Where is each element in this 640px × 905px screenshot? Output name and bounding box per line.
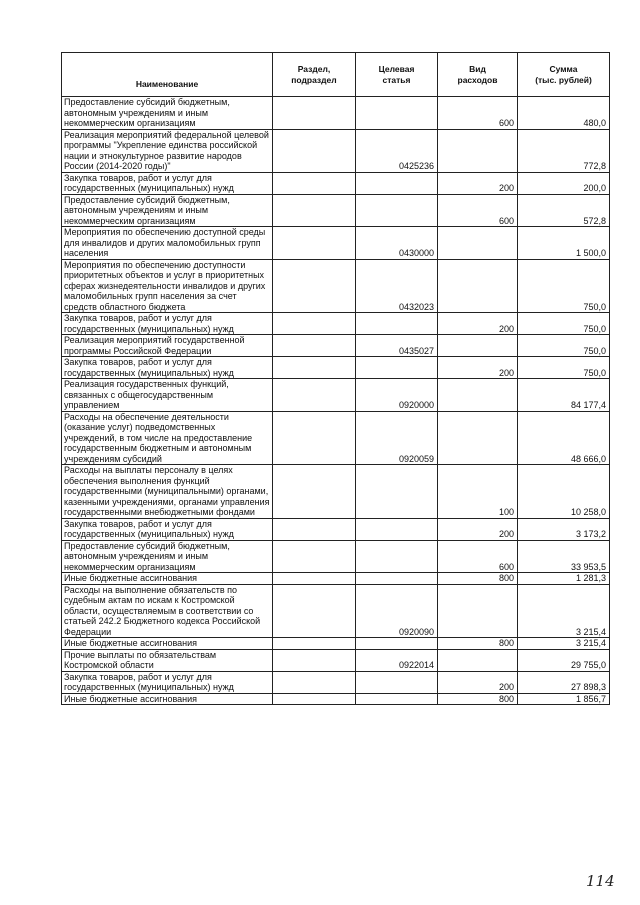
table-row [62,518,610,540]
column-header-sum-line2: (тыс. рублей) [535,74,592,85]
row-section [273,573,356,585]
table-row [62,227,610,260]
row-target: 0435027 [356,335,438,357]
row-sum: 1 856,7 [518,693,610,705]
row-section [273,465,356,519]
header-row [62,53,610,97]
row-section [273,638,356,650]
row-name: Реализация мероприятий государственной программы Российской Федерации [62,335,273,357]
column-header-type-line2: расходов [457,74,498,85]
row-type: 800 [438,638,518,650]
row-section [273,584,356,638]
row-sum: 10 258,0 [518,465,610,519]
row-section [273,411,356,465]
table-row [62,465,610,519]
row-target: 0922014 [356,649,438,671]
row-name: Предоставление субсидий бюджетным, автономным учреждениям и иным некоммерческим организациям [62,540,273,573]
row-type [438,584,518,638]
row-type [438,379,518,412]
row-sum: 29 755,0 [518,649,610,671]
column-header-sum-line1: Сумма [549,63,578,74]
row-type: 100 [438,465,518,519]
row-sum: 750,0 [518,335,610,357]
row-type: 800 [438,693,518,705]
row-name: Иные бюджетные ассигнования [62,573,273,585]
row-type: 600 [438,540,518,573]
row-name: Предоставление субсидий бюджетным, автономным учреждениям и иным некоммерческим организациям [62,194,273,227]
row-target: 0920000 [356,379,438,412]
table-row [62,649,610,671]
row-target: 0425236 [356,129,438,172]
column-header-sum [518,53,610,97]
row-section [273,671,356,693]
row-target [356,671,438,693]
row-type [438,411,518,465]
row-sum: 200,0 [518,172,610,194]
table-row [62,313,610,335]
row-name: Закупка товаров, работ и услуг для государственных (муниципальных) нужд [62,357,273,379]
row-sum: 48 666,0 [518,411,610,465]
table-row [62,129,610,172]
row-sum: 27 898,3 [518,671,610,693]
row-target [356,313,438,335]
row-name: Закупка товаров, работ и услуг для государственных (муниципальных) нужд [62,172,273,194]
row-section [273,227,356,260]
table-row [62,584,610,638]
row-sum: 572,8 [518,194,610,227]
row-type: 800 [438,573,518,585]
row-type [438,129,518,172]
row-section [273,259,356,313]
row-name: Мероприятия по обеспечению доступности приоритетных объектов и услуг в приоритетных сферах жизнедеятельности инвалидов и других маломобильных групп населения за счет средств областного бюджета [62,259,273,313]
row-section [273,357,356,379]
row-name: Мероприятия по обеспечению доступной среды для инвалидов и других маломобильных групп населения [62,227,273,260]
row-name: Расходы на обеспечение деятельности (оказание услуг) подведомственных учреждений, в том числе на предоставление государственным бюджетным и автономным учреждениям субсидий [62,411,273,465]
table-row [62,693,610,705]
row-type [438,649,518,671]
row-section [273,313,356,335]
table-row [62,671,610,693]
column-header-section-line2: подраздел [291,74,337,85]
row-target: 0432023 [356,259,438,313]
row-sum: 750,0 [518,259,610,313]
table-row [62,335,610,357]
row-name: Реализация мероприятий федеральной целевой программы "Укрепление единства российской нации и этнокультурное развитие народов России (2014-2020 годы)" [62,129,273,172]
row-type: 600 [438,97,518,130]
column-header-type-line1: Вид [469,63,486,74]
row-sum: 3 173,2 [518,518,610,540]
row-target [356,465,438,519]
row-target [356,573,438,585]
row-sum: 33 953,5 [518,540,610,573]
row-type [438,227,518,260]
row-section [273,518,356,540]
row-sum: 772,8 [518,129,610,172]
row-name: Иные бюджетные ассигнования [62,638,273,650]
table-row [62,573,610,585]
row-type: 600 [438,194,518,227]
row-sum: 84 177,4 [518,379,610,412]
column-header-section [273,53,356,97]
row-section [273,335,356,357]
row-target [356,194,438,227]
row-target [356,540,438,573]
table-row [62,379,610,412]
table-header [62,53,610,97]
row-section [273,540,356,573]
column-header-name-label: Наименование [135,79,199,89]
row-target: 0430000 [356,227,438,260]
row-target [356,518,438,540]
row-target [356,638,438,650]
table-row [62,259,610,313]
column-header-target-line2: статья [382,74,411,85]
row-section [273,172,356,194]
row-type [438,335,518,357]
row-name: Расходы на выполнение обязательств по судебным актам по искам к Костромской области, осуществляемым в соответствии со статьей 242.2 Бюджетного кодекса Российской Федерации [62,584,273,638]
table-row [62,357,610,379]
row-section [273,97,356,130]
budget-table [61,52,610,705]
row-section [273,129,356,172]
row-type: 200 [438,357,518,379]
table-row [62,194,610,227]
row-section [273,693,356,705]
row-name: Реализация государственных функций, связанных с общегосударственным управлением [62,379,273,412]
row-target [356,693,438,705]
row-target [356,97,438,130]
table-row [62,172,610,194]
row-target [356,172,438,194]
row-section [273,649,356,671]
row-type [438,259,518,313]
table-row [62,411,610,465]
row-name: Прочие выплаты по обязательствам Костромской области [62,649,273,671]
row-sum: 1 500,0 [518,227,610,260]
row-name: Закупка товаров, работ и услуг для государственных (муниципальных) нужд [62,671,273,693]
row-type: 200 [438,518,518,540]
column-header-section-line1: Раздел, [297,63,331,74]
row-sum: 750,0 [518,313,610,335]
row-section [273,379,356,412]
column-header-target-line1: Целевая [378,63,415,74]
table-row [62,638,610,650]
row-sum: 1 281,3 [518,573,610,585]
row-name: Закупка товаров, работ и услуг для государственных (муниципальных) нужд [62,313,273,335]
row-sum: 3 215,4 [518,638,610,650]
row-target: 0920059 [356,411,438,465]
column-header-type [438,53,518,97]
row-section [273,194,356,227]
row-name: Предоставление субсидий бюджетным, автономным учреждениям и иным некоммерческим организациям [62,97,273,130]
row-sum: 750,0 [518,357,610,379]
row-sum: 3 215,4 [518,584,610,638]
row-target [356,357,438,379]
row-name: Иные бюджетные ассигнования [62,693,273,705]
page-number: 114 [586,872,615,890]
row-type: 200 [438,172,518,194]
table-body [62,97,610,705]
table-row [62,97,610,130]
row-type: 200 [438,313,518,335]
row-name: Расходы на выплаты персоналу в целях обеспечения выполнения функций государственными (муниципальными) органами, казенными учреждениями, органами управления государственными внебюджетными фондами [62,465,273,519]
row-target: 0920090 [356,584,438,638]
column-header-target [356,53,438,97]
row-type: 200 [438,671,518,693]
row-name: Закупка товаров, работ и услуг для государственных (муниципальных) нужд [62,518,273,540]
column-header-name [62,53,273,97]
row-sum: 480,0 [518,97,610,130]
table-row [62,540,610,573]
